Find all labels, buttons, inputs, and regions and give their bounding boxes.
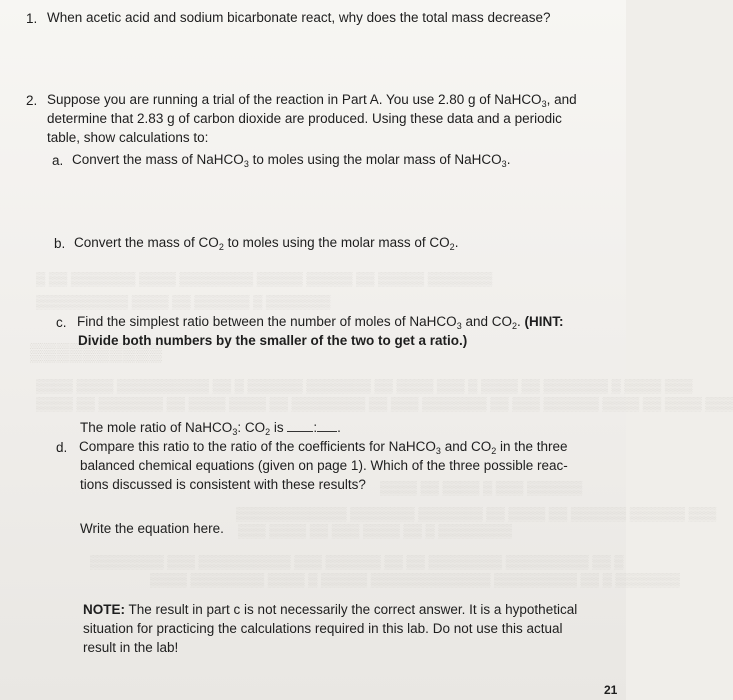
part-d-line-2: balanced chemical equations (given on page 1). Which of the three possible reac- bbox=[80, 458, 568, 473]
part-a-text: Convert the mass of NaHCO$_3$ to moles using the molar mass of NaHCO$_3$. bbox=[72, 152, 511, 169]
bleed-through: ▒▒▒ ▒▒▒▒ ▒▒ ▒▒▒ ▒▒▒▒ ▒▒ ▒ ▒▒▒▒▒▒▒▒ bbox=[238, 523, 512, 538]
question-1-number: 1. bbox=[26, 11, 38, 26]
note-line-2: situation for practicing the calculations required in this lab. Do not use this actual bbox=[83, 621, 563, 636]
bleed-through: ▒▒▒▒ ▒▒▒▒▒▒▒▒ ▒▒▒▒ ▒ ▒▒▒▒▒ ▒▒▒▒▒▒▒▒▒▒▒▒▒ ▒▒▒▒▒▒▒▒▒ ▒▒ ▒ ▒▒▒▒▒▒▒ bbox=[150, 572, 680, 587]
bleed-through: ▒▒▒▒ ▒▒ ▒▒▒▒▒▒▒ ▒▒ ▒▒▒▒ ▒▒▒▒ ▒▒ ▒▒▒▒▒▒▒▒ ▒▒ ▒▒▒ ▒▒▒▒▒▒▒ ▒▒ ▒▒▒ ▒▒▒▒▒▒ ▒▒▒▒ ▒▒ ▒▒▒▒ ▒▒▒ bbox=[36, 396, 733, 411]
write-equation-prompt: Write the equation here. bbox=[80, 521, 224, 536]
bleed-through: ▒▒▒▒▒▒▒▒▒▒ ▒▒▒▒ ▒▒ ▒▒▒▒▒▒ ▒ ▒▒▒▒▒▒▒ bbox=[36, 294, 331, 309]
part-c-label: c. bbox=[56, 315, 67, 330]
part-b-text: Convert the mass of $CO_2$ to moles using the molar mass of $CO_2$. bbox=[74, 235, 459, 252]
note-line-3: result in the lab! bbox=[83, 640, 179, 655]
bleed-through: ▒▒▒▒ ▒▒▒▒ ▒▒▒▒▒▒▒▒▒▒ ▒▒ ▒ ▒▒▒▒▒▒ ▒▒▒▒▒▒▒ ▒▒ ▒▒▒▒ ▒▒▒ ▒ ▒▒▒▒ ▒▒ ▒▒▒▒▒▒▒ ▒ ▒▒▒▒ ▒▒▒ bbox=[36, 378, 693, 393]
bleed-through: ▒ ▒▒ ▒▒▒▒▒▒▒ ▒▒▒▒ ▒▒▒▒▒▒▒▒ ▒▒▒▒▒ ▒▒▒▒▒ ▒▒ ▒▒▒▒▒ ▒▒▒▒▒▒▒ bbox=[36, 271, 493, 286]
part-b-label: b. bbox=[54, 236, 66, 251]
question-2-line-3: table, show calculations to: bbox=[47, 130, 209, 145]
part-a-label: a. bbox=[52, 153, 64, 168]
mole-ratio-line: The mole ratio of NaHCO$_3$: $CO_2$ is : . bbox=[80, 420, 341, 437]
page-number: 21 bbox=[604, 683, 618, 697]
ratio-blank-2[interactable] bbox=[317, 421, 337, 432]
bleed-through: ▒▒▒▒▒▒▒▒▒▒ bbox=[30, 342, 163, 362]
question-2-number: 2. bbox=[26, 93, 38, 108]
bleed-through: ▒▒▒▒▒▒▒▒▒▒▒▒ ▒▒▒▒▒▒▒ ▒▒▒▒▒▒▒ ▒▒ ▒▒▒▒ ▒▒ ▒▒▒▒▒▒ ▒▒▒▒▒▒ ▒▒▒ bbox=[236, 506, 717, 521]
part-d-line-3: tions discussed is consistent with these results? bbox=[80, 477, 366, 492]
bleed-through: ▒▒▒▒ ▒▒ ▒▒▒▒ ▒ ▒▒▒ ▒▒▒▒▒▒ bbox=[380, 480, 583, 495]
part-d-label: d. bbox=[56, 440, 68, 455]
question-2-line-2: determine that 2.83 g of carbon dioxide are produced. Using these data and a periodic bbox=[47, 111, 562, 126]
part-d-line-1: Compare this ratio to the ratio of the coefficients for NaHCO$_3$ and $CO_2$ in the three bbox=[79, 439, 568, 456]
question-1-text: When acetic acid and sodium bicarbonate react, why does the total mass decrease? bbox=[47, 10, 551, 25]
ratio-blank-1[interactable] bbox=[287, 421, 313, 432]
part-c-line-1: Find the simplest ratio between the number of moles of NaHCO$_3$ and $CO_2$. (HINT: bbox=[77, 314, 564, 331]
note-line-1: NOTE: The result in part c is not necessarily the correct answer. It is a hypothetical bbox=[83, 602, 578, 617]
question-2-line-1: Suppose you are running a trial of the reaction in Part A. You use 2.80 g of NaHCO$_3$, and bbox=[47, 92, 577, 109]
bleed-through: ▒▒▒▒▒▒▒▒ ▒▒▒ ▒▒▒▒▒▒▒▒▒▒ ▒▒▒ ▒▒▒▒▒▒ ▒▒ ▒▒ ▒▒▒▒▒▒▒▒ ▒▒▒▒▒▒▒▒▒ ▒▒ ▒ bbox=[90, 554, 624, 569]
part-c-hint-line: Divide both numbers by the smaller of the two to get a ratio.) bbox=[78, 333, 468, 348]
